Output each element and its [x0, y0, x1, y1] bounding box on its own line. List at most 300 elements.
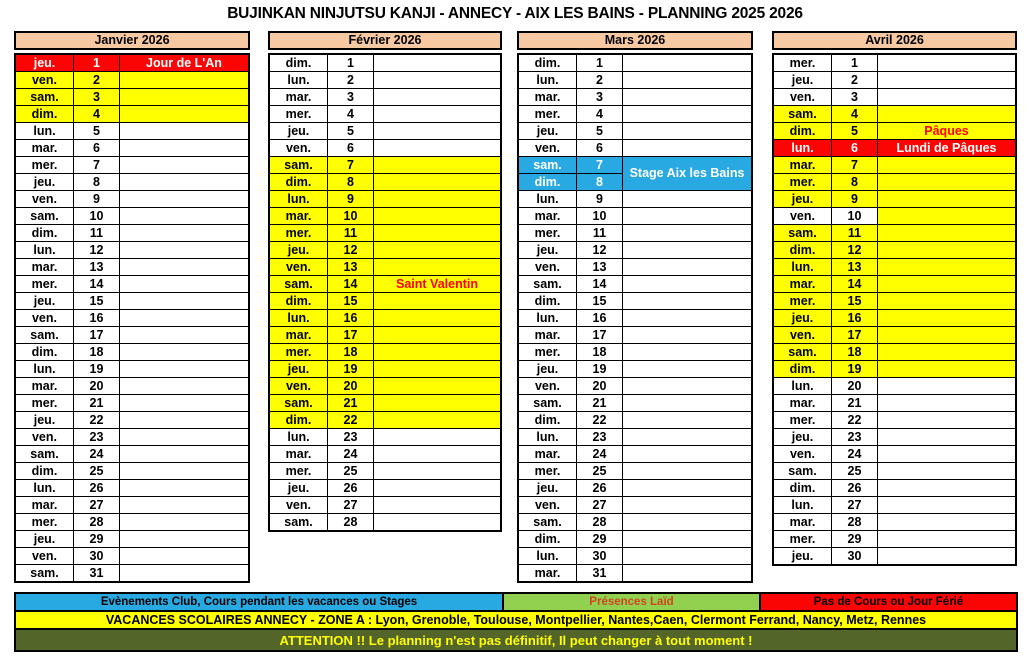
day-name-cell: ven. — [269, 378, 328, 395]
day-name-cell: jeu. — [15, 293, 74, 310]
day-number-cell: 24 — [74, 446, 120, 463]
day-row — [773, 123, 1016, 140]
day-name-cell: ven. — [773, 446, 832, 463]
day-name-cell: ven. — [15, 72, 74, 89]
day-row — [773, 106, 1016, 123]
day-row — [15, 191, 249, 208]
day-row — [518, 225, 752, 242]
day-row — [518, 276, 752, 293]
day-note-cell — [623, 463, 753, 480]
day-note-cell — [374, 89, 502, 106]
month-header: Février 2026 — [268, 31, 502, 50]
day-name-cell: lun. — [518, 191, 577, 208]
day-row — [518, 395, 752, 412]
day-row — [269, 412, 501, 429]
day-number-cell: 1 — [74, 54, 120, 72]
day-number-cell: 20 — [577, 378, 623, 395]
day-number-cell: 3 — [328, 89, 374, 106]
day-number-cell: 8 — [832, 174, 878, 191]
day-name-cell: mar. — [518, 208, 577, 225]
day-note-cell — [374, 54, 502, 72]
day-row — [518, 514, 752, 531]
month-column-janvier — [14, 31, 250, 583]
day-number-cell: 6 — [832, 140, 878, 157]
day-number-cell: 25 — [832, 463, 878, 480]
day-row — [15, 106, 249, 123]
day-note-cell — [374, 106, 502, 123]
day-row — [15, 54, 249, 72]
day-name-cell: dim. — [15, 225, 74, 242]
day-note-cell — [878, 106, 1017, 123]
day-row — [773, 54, 1016, 72]
day-name-cell: dim. — [269, 412, 328, 429]
day-name-cell: ven. — [15, 548, 74, 565]
day-row — [269, 344, 501, 361]
day-name-cell: jeu. — [518, 480, 577, 497]
day-row — [15, 259, 249, 276]
legend-presence: Présences Laïd — [502, 594, 759, 610]
calendar-table — [517, 53, 753, 583]
day-number-cell: 17 — [577, 327, 623, 344]
day-note-cell — [623, 361, 753, 378]
day-row — [269, 514, 501, 532]
day-name-cell: dim. — [518, 293, 577, 310]
day-note-cell — [120, 157, 250, 174]
day-name-cell: mer. — [269, 344, 328, 361]
day-row — [269, 293, 501, 310]
day-number-cell: 14 — [328, 276, 374, 293]
day-note-cell — [878, 463, 1017, 480]
day-note-cell — [374, 191, 502, 208]
day-row — [269, 480, 501, 497]
day-number-cell: 27 — [328, 497, 374, 514]
day-number-cell: 7 — [328, 157, 374, 174]
day-note-cell — [878, 327, 1017, 344]
month-header: Mars 2026 — [517, 31, 753, 50]
day-note-cell — [623, 514, 753, 531]
day-name-cell: lun. — [773, 497, 832, 514]
day-row — [518, 480, 752, 497]
day-number-cell: 30 — [577, 548, 623, 565]
day-name-cell: mar. — [15, 497, 74, 514]
day-name-cell: mer. — [773, 412, 832, 429]
day-number-cell: 13 — [74, 259, 120, 276]
day-row — [518, 412, 752, 429]
day-row — [269, 446, 501, 463]
day-number-cell: 15 — [832, 293, 878, 310]
day-note-cell — [374, 208, 502, 225]
day-row — [269, 276, 501, 293]
day-note-cell — [120, 565, 250, 583]
day-number-cell: 14 — [577, 276, 623, 293]
day-name-cell: mar. — [773, 276, 832, 293]
day-note-cell — [374, 225, 502, 242]
day-note-cell — [374, 344, 502, 361]
day-name-cell: lun. — [15, 242, 74, 259]
legend-events: Evènements Club, Cours pendant les vacances ou Stages — [16, 594, 502, 610]
day-row — [518, 310, 752, 327]
day-note-cell — [120, 412, 250, 429]
day-note-cell — [623, 429, 753, 446]
day-row — [15, 412, 249, 429]
day-row — [518, 208, 752, 225]
day-row — [518, 140, 752, 157]
day-number-cell: 15 — [328, 293, 374, 310]
day-row — [518, 123, 752, 140]
day-name-cell: mar. — [15, 140, 74, 157]
day-row — [773, 208, 1016, 225]
day-name-cell: sam. — [269, 395, 328, 412]
day-name-cell: mer. — [15, 514, 74, 531]
day-note-cell — [374, 378, 502, 395]
day-name-cell: jeu. — [269, 480, 328, 497]
day-note-cell — [374, 446, 502, 463]
day-name-cell: ven. — [773, 327, 832, 344]
day-name-cell: lun. — [518, 310, 577, 327]
day-number-cell: 24 — [328, 446, 374, 463]
day-number-cell: 4 — [328, 106, 374, 123]
day-note-cell — [120, 344, 250, 361]
day-number-cell: 25 — [577, 463, 623, 480]
day-row — [15, 361, 249, 378]
day-name-cell: ven. — [15, 429, 74, 446]
day-number-cell: 11 — [832, 225, 878, 242]
day-row — [269, 395, 501, 412]
day-row — [773, 276, 1016, 293]
day-row — [518, 327, 752, 344]
day-name-cell: sam. — [773, 463, 832, 480]
day-name-cell: sam. — [518, 395, 577, 412]
day-row — [773, 157, 1016, 174]
day-number-cell: 21 — [74, 395, 120, 412]
day-name-cell: ven. — [15, 310, 74, 327]
day-note-cell — [878, 378, 1017, 395]
day-name-cell: mar. — [773, 514, 832, 531]
calendar-table — [14, 53, 250, 583]
day-number-cell: 7 — [832, 157, 878, 174]
day-name-cell: mar. — [269, 208, 328, 225]
day-note-cell — [878, 293, 1017, 310]
day-number-cell: 23 — [832, 429, 878, 446]
day-note-cell — [120, 378, 250, 395]
day-note-cell — [120, 276, 250, 293]
day-number-cell: 8 — [577, 174, 623, 191]
day-row — [269, 174, 501, 191]
day-row — [15, 327, 249, 344]
day-number-cell: 15 — [74, 293, 120, 310]
day-name-cell: dim. — [269, 293, 328, 310]
day-number-cell: 29 — [577, 531, 623, 548]
day-row — [773, 310, 1016, 327]
day-note-cell — [623, 208, 753, 225]
day-name-cell: jeu. — [15, 412, 74, 429]
day-number-cell: 9 — [577, 191, 623, 208]
day-note-cell — [623, 72, 753, 89]
day-name-cell: lun. — [269, 429, 328, 446]
day-note-cell — [374, 463, 502, 480]
day-number-cell: 2 — [832, 72, 878, 89]
day-note-cell — [878, 242, 1017, 259]
day-name-cell: sam. — [773, 225, 832, 242]
day-name-cell: mer. — [518, 344, 577, 361]
day-name-cell: jeu. — [773, 72, 832, 89]
day-number-cell: 6 — [74, 140, 120, 157]
day-row — [15, 514, 249, 531]
day-number-cell: 3 — [832, 89, 878, 106]
day-name-cell: dim. — [15, 463, 74, 480]
day-note-cell — [623, 446, 753, 463]
day-note-cell — [623, 54, 753, 72]
day-note-cell — [878, 344, 1017, 361]
day-number-cell: 30 — [832, 548, 878, 566]
day-note-cell — [878, 225, 1017, 242]
day-note-cell — [120, 242, 250, 259]
month-column-fevrier — [268, 31, 502, 532]
day-name-cell: dim. — [15, 106, 74, 123]
day-name-cell: dim. — [773, 361, 832, 378]
day-number-cell: 22 — [577, 412, 623, 429]
month-header: Janvier 2026 — [14, 31, 250, 50]
day-number-cell: 23 — [577, 429, 623, 446]
day-row — [518, 191, 752, 208]
day-name-cell: sam. — [269, 514, 328, 532]
day-name-cell: dim. — [773, 480, 832, 497]
day-number-cell: 2 — [577, 72, 623, 89]
day-number-cell: 8 — [74, 174, 120, 191]
day-name-cell: dim. — [269, 174, 328, 191]
day-number-cell: 10 — [328, 208, 374, 225]
day-row — [518, 72, 752, 89]
day-note-cell — [120, 463, 250, 480]
day-note-cell — [120, 429, 250, 446]
day-number-cell: 2 — [328, 72, 374, 89]
day-row — [15, 157, 249, 174]
day-row — [269, 242, 501, 259]
day-number-cell: 1 — [328, 54, 374, 72]
day-note-cell — [623, 378, 753, 395]
day-row — [269, 123, 501, 140]
day-note-cell — [374, 123, 502, 140]
day-row — [518, 293, 752, 310]
day-number-cell: 27 — [832, 497, 878, 514]
day-note-cell — [623, 344, 753, 361]
day-number-cell: 19 — [328, 361, 374, 378]
day-note-cell — [878, 89, 1017, 106]
day-row — [773, 174, 1016, 191]
day-row — [269, 54, 501, 72]
day-note-cell — [120, 208, 250, 225]
day-number-cell: 28 — [328, 514, 374, 532]
day-note-cell — [120, 123, 250, 140]
day-note-cell — [623, 310, 753, 327]
day-note-cell — [374, 327, 502, 344]
day-name-cell: lun. — [773, 140, 832, 157]
day-note-cell — [878, 429, 1017, 446]
day-number-cell: 1 — [577, 54, 623, 72]
day-row — [269, 378, 501, 395]
day-number-cell: 10 — [577, 208, 623, 225]
day-number-cell: 17 — [328, 327, 374, 344]
day-name-cell: jeu. — [518, 123, 577, 140]
day-row — [518, 242, 752, 259]
day-number-cell: 22 — [328, 412, 374, 429]
day-note-cell — [120, 191, 250, 208]
day-name-cell: mar. — [518, 446, 577, 463]
day-note-cell — [374, 174, 502, 191]
day-row — [518, 89, 752, 106]
day-note-cell — [623, 106, 753, 123]
day-number-cell: 29 — [832, 531, 878, 548]
day-name-cell: mer. — [518, 225, 577, 242]
day-note-cell — [623, 531, 753, 548]
day-note-cell — [120, 310, 250, 327]
day-number-cell: 18 — [577, 344, 623, 361]
day-number-cell: 26 — [74, 480, 120, 497]
day-number-cell: 31 — [74, 565, 120, 583]
day-row — [269, 259, 501, 276]
day-number-cell: 26 — [832, 480, 878, 497]
day-number-cell: 12 — [577, 242, 623, 259]
day-row — [773, 548, 1016, 566]
day-note-cell — [374, 412, 502, 429]
day-note-cell — [120, 106, 250, 123]
day-row — [15, 276, 249, 293]
day-name-cell: mer. — [15, 276, 74, 293]
day-note-cell — [878, 72, 1017, 89]
day-number-cell: 22 — [74, 412, 120, 429]
day-name-cell: mer. — [15, 157, 74, 174]
day-note-cell — [374, 497, 502, 514]
day-name-cell: lun. — [15, 361, 74, 378]
day-row — [269, 72, 501, 89]
day-name-cell: ven. — [518, 378, 577, 395]
day-number-cell: 7 — [74, 157, 120, 174]
day-row — [518, 548, 752, 565]
day-number-cell: 30 — [74, 548, 120, 565]
calendar-table — [268, 53, 502, 532]
day-name-cell: mar. — [518, 327, 577, 344]
day-note-cell — [878, 54, 1017, 72]
day-note-cell — [878, 446, 1017, 463]
day-note-cell — [120, 531, 250, 548]
day-note-cell — [878, 497, 1017, 514]
day-row — [773, 514, 1016, 531]
day-number-cell: 13 — [577, 259, 623, 276]
day-name-cell: mer. — [773, 174, 832, 191]
day-number-cell: 11 — [577, 225, 623, 242]
day-name-cell: jeu. — [773, 310, 832, 327]
day-name-cell: mer. — [269, 225, 328, 242]
day-note-cell — [374, 157, 502, 174]
day-note-cell — [623, 276, 753, 293]
day-row — [518, 106, 752, 123]
day-note-cell — [120, 89, 250, 106]
day-note-cell — [878, 548, 1017, 566]
day-name-cell: sam. — [773, 344, 832, 361]
day-note-cell — [120, 497, 250, 514]
day-note-cell — [120, 140, 250, 157]
day-note-cell — [120, 327, 250, 344]
day-row — [269, 157, 501, 174]
day-name-cell: ven. — [518, 259, 577, 276]
day-row — [269, 140, 501, 157]
day-note-cell — [878, 259, 1017, 276]
day-row — [518, 361, 752, 378]
day-name-cell: jeu. — [15, 531, 74, 548]
day-number-cell: 20 — [74, 378, 120, 395]
day-note-cell — [878, 276, 1017, 293]
day-name-cell: mar. — [269, 327, 328, 344]
day-row — [15, 89, 249, 106]
day-row — [15, 446, 249, 463]
day-number-cell: 4 — [832, 106, 878, 123]
day-number-cell: 4 — [74, 106, 120, 123]
day-row — [269, 327, 501, 344]
day-row — [269, 361, 501, 378]
day-name-cell: ven. — [518, 140, 577, 157]
day-note-cell — [120, 361, 250, 378]
day-number-cell: 19 — [832, 361, 878, 378]
day-number-cell: 2 — [74, 72, 120, 89]
day-name-cell: mer. — [773, 531, 832, 548]
day-note-cell — [878, 395, 1017, 412]
day-row — [269, 89, 501, 106]
day-name-cell: mer. — [773, 54, 832, 72]
day-number-cell: 20 — [328, 378, 374, 395]
day-note-cell — [374, 395, 502, 412]
day-name-cell: jeu. — [269, 361, 328, 378]
calendar-table — [772, 53, 1017, 566]
day-note-cell — [623, 412, 753, 429]
day-row — [269, 106, 501, 123]
day-name-cell: mar. — [15, 378, 74, 395]
day-name-cell: sam. — [15, 446, 74, 463]
day-number-cell: 21 — [328, 395, 374, 412]
day-row — [518, 157, 752, 174]
day-row — [773, 497, 1016, 514]
day-note-cell — [878, 174, 1017, 191]
day-row — [773, 395, 1016, 412]
day-name-cell: dim. — [773, 123, 832, 140]
day-name-cell: lun. — [15, 480, 74, 497]
day-number-cell: 29 — [74, 531, 120, 548]
day-row — [15, 174, 249, 191]
legend-vacations: VACANCES SCOLAIRES ANNECY - ZONE A : Lyon, Grenoble, Toulouse, Montpellier, Nantes,Caen, Clermont Ferrand, Nancy, Metz, Rennes — [16, 612, 1016, 630]
day-note-cell — [623, 565, 753, 583]
day-name-cell: ven. — [518, 497, 577, 514]
day-number-cell: 5 — [832, 123, 878, 140]
day-note-cell — [623, 293, 753, 310]
day-row — [518, 446, 752, 463]
day-name-cell: jeu. — [15, 54, 74, 72]
day-number-cell: 18 — [328, 344, 374, 361]
day-name-cell: jeu. — [773, 191, 832, 208]
day-name-cell: lun. — [269, 72, 328, 89]
day-number-cell: 11 — [74, 225, 120, 242]
day-number-cell: 25 — [328, 463, 374, 480]
month-column-mars — [517, 31, 753, 583]
day-row — [773, 463, 1016, 480]
day-row — [773, 378, 1016, 395]
day-name-cell: sam. — [269, 276, 328, 293]
month-header: Avril 2026 — [772, 31, 1017, 50]
day-note-cell — [120, 395, 250, 412]
day-note-cell — [623, 225, 753, 242]
day-note-cell — [374, 361, 502, 378]
day-number-cell: 18 — [832, 344, 878, 361]
day-number-cell: 27 — [74, 497, 120, 514]
day-row — [773, 89, 1016, 106]
